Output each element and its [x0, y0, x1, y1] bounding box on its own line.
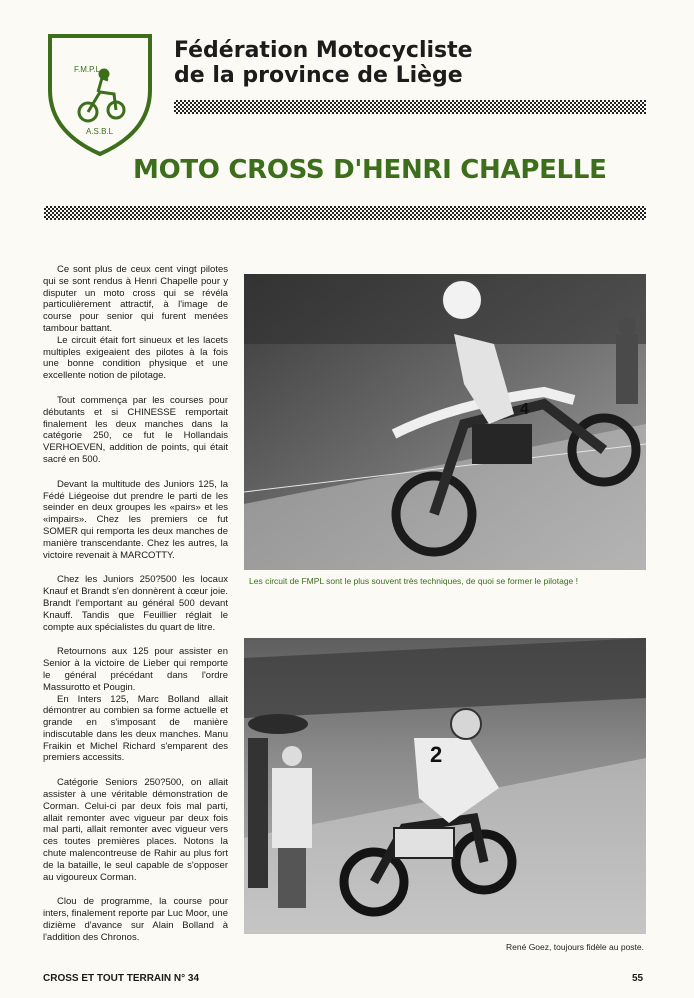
federation-title-line2: de la province de Liège: [174, 63, 463, 88]
article-body: [43, 264, 228, 957]
rider-back-number: 2: [430, 742, 443, 767]
page-number: 55: [632, 973, 644, 984]
federation-title-line1: Fédération Motocycliste: [174, 38, 473, 63]
article-paragraph: Catégorie Seniors 250?500, on allait assister à une véritable démonstration de Corman. Celui-ci par deux fois mal parti, allait remonter avec vigueur par deux fois mal parti, allait remonter avec vigueur vers ces toutes premières places. Notons la chute malencontreuse de Rahir au plus fort de la bataille, le seul capable de s'opposer au vigoureux Corman.: [43, 777, 228, 883]
article-paragraph: Tout commença par les courses pour débutants et si CHINESSE remportait finalement les deux manches dans la catégorie 250, ce fut le Hollandais VERHOEVEN, addition de points, qui était sacré en 500.: [43, 394, 228, 465]
article-paragraph: Clou de programme, la course pour inters, finalement reporte par Luc Moor, une dizième d'avance sur Alain Bolland à l'addition des Chronos.: [43, 896, 228, 943]
logo-bottom-text: A.S.B.L: [86, 127, 114, 136]
rider-number-plate: 4: [520, 401, 529, 418]
federation-title: [174, 38, 473, 88]
article-headline: MOTO CROSS D'HENRI CHAPELLE: [133, 155, 607, 185]
article-paragraph: Le circuit était fort sinueux et les lacets multiples exigeaient des pilotes à la fois une bonne condition physique et une excellente notion de pilotage.: [43, 334, 228, 382]
photo-rider-jump: [244, 274, 646, 570]
spectator-figure: [616, 317, 638, 404]
article-paragraph: Devant la multitude des Juniors 125, la Fédé Liégeoise dut prendre le parti de les seinder en deux groupes les «pairs» et les «impairs». Chez les premiers ce fut SOMER qui remporta les deux manches de manière transcendante. Chez les autres, la victoire revenait à MARCOTTY.: [43, 478, 228, 561]
logo-top-text: F.M.P.L: [74, 65, 101, 74]
photo-rider-hillclimb: [244, 638, 646, 934]
photo2-caption: René Goez, toujours fidèle au poste.: [506, 942, 644, 952]
fmpl-logo: [44, 30, 156, 158]
fmpl-shield-icon: [44, 30, 156, 158]
article-paragraph: Chez les Juniors 250?500 les locaux Knauf et Brandt s'en donnèrent à cœur joie. Brandt l'emportant au général 500 devant Knauff. Tandis que Feuillier réglait le compte aux spécialistes du quart de litre.: [43, 574, 228, 633]
article-paragraph: Retournons aux 125 pour assister en Senior à la victoire de Lieber qui remporte le général précédant dans l'ordre Massurotto et Pougin.: [43, 646, 228, 693]
magazine-footer: CROSS ET TOUT TERRAIN N° 34: [43, 973, 200, 984]
checker-divider-bottom: [44, 206, 646, 220]
checker-divider-top: [174, 100, 646, 114]
article-paragraph: Ce sont plus de ceux cent vingt pilotes qui se sont rendus à Henri Chapelle pour y disputer un moto cross qui se révéla particulièrement attractif, à l'image de course pour senior qui furent menées tambour battant.: [43, 264, 228, 334]
photo1-caption: Les circuit de FMPL sont le plus souvent très techniques, de quoi se former le pilotage !: [249, 576, 578, 586]
article-paragraph: En Inters 125, Marc Bolland allait démontrer au combien sa forme actuelle et grande en s'imposant de manière indiscutable dans les deux manches. Manu Fraikin et Michel Richard s'emparent des premiers accessits.: [43, 693, 228, 764]
